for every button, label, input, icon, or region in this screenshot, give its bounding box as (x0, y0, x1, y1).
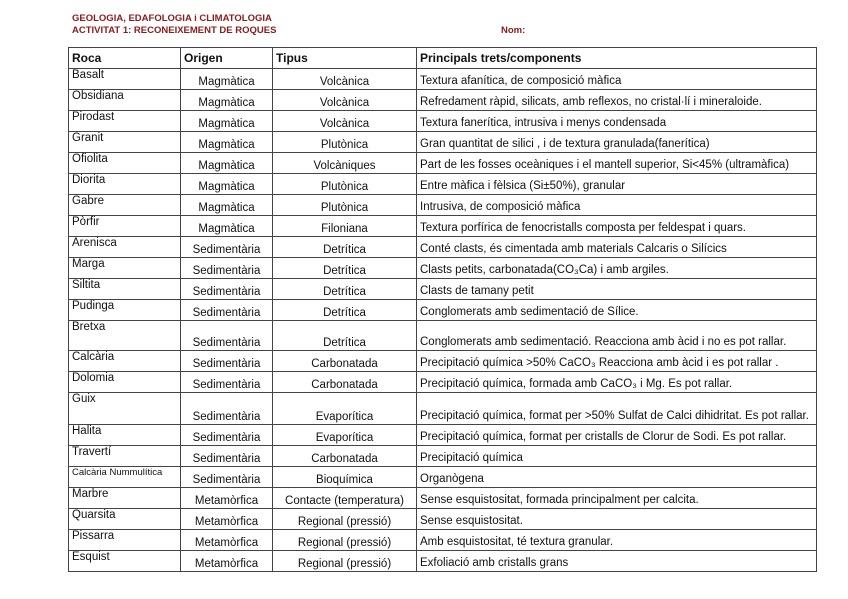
table-row (69, 551, 817, 572)
cell-tipus: Volcànica (273, 111, 417, 132)
column-header-trets: Principals trets/components (417, 48, 817, 69)
cell-roca: Obsidiana (69, 90, 181, 111)
subject-title: GEOLOGIA, EDAFOLOGIA i CLIMATOLOGIA (72, 13, 272, 24)
cell-origen: Metamòrfica (181, 488, 273, 509)
cell-tipus: Carbonatada (273, 372, 417, 393)
cell-roca: Ofiolita (69, 153, 181, 174)
cell-trets: Refredament ràpid, silicats, amb reflexos, no cristal·lí i mineraloide. (417, 90, 817, 111)
document-header (72, 13, 276, 37)
table-row (69, 111, 817, 132)
cell-trets: Clasts de tamany petit (417, 279, 817, 300)
cell-tipus: Plutònica (273, 195, 417, 216)
column-header-roca: Roca (69, 48, 181, 69)
cell-origen: Sedimentària (181, 351, 273, 372)
cell-tipus: Filoniana (273, 216, 417, 237)
table-row (69, 300, 817, 321)
table-header-row (69, 48, 817, 69)
cell-trets: Organògena (417, 467, 817, 488)
cell-trets: Clasts petits, carbonatada(CO₃Ca) i amb argiles. (417, 258, 817, 279)
table-row (69, 530, 817, 551)
cell-origen: Magmàtica (181, 90, 273, 111)
table-row (69, 509, 817, 530)
cell-origen: Sedimentària (181, 372, 273, 393)
rocks-table (68, 47, 817, 572)
cell-tipus: Detrítica (273, 237, 417, 258)
cell-trets: Precipitació química, formada amb CaCO₃ i Mg. Es pot rallar. (417, 372, 817, 393)
cell-roca: Halita (69, 425, 181, 446)
cell-origen: Magmàtica (181, 132, 273, 153)
cell-tipus: Detrítica (273, 321, 417, 351)
cell-origen: Metamòrfica (181, 509, 273, 530)
cell-roca: Pòrfir (69, 216, 181, 237)
table-row (69, 321, 817, 351)
cell-origen: Magmàtica (181, 153, 273, 174)
table-row (69, 90, 817, 111)
cell-roca: Pudinga (69, 300, 181, 321)
cell-trets: Conglomerats amb sedimentació. Reacciona amb àcid i no es pot rallar. (417, 321, 817, 351)
cell-tipus: Detrítica (273, 300, 417, 321)
cell-roca: Arenisca (69, 237, 181, 258)
column-header-origen: Origen (181, 48, 273, 69)
table-row (69, 216, 817, 237)
cell-tipus: Detrítica (273, 258, 417, 279)
cell-trets: Textura porfírica de fenocristalls composta per feldespat i quars. (417, 216, 817, 237)
cell-tipus: Volcànica (273, 69, 417, 90)
cell-tipus: Evaporítica (273, 393, 417, 425)
table-row (69, 195, 817, 216)
cell-origen: Magmàtica (181, 195, 273, 216)
table-row (69, 467, 817, 488)
cell-tipus: Volcàniques (273, 153, 417, 174)
cell-trets: Precipitació química, format per >50% Sulfat de Calci dihidritat. Es pot rallar. (417, 393, 817, 425)
cell-origen: Sedimentària (181, 393, 273, 425)
cell-trets: Conté clasts, és cimentada amb materials Calcaris o Silícics (417, 237, 817, 258)
cell-origen: Sedimentària (181, 258, 273, 279)
table-row (69, 132, 817, 153)
table-row (69, 237, 817, 258)
cell-tipus: Carbonatada (273, 446, 417, 467)
cell-origen: Magmàtica (181, 69, 273, 90)
cell-trets: Precipitació química, format per cristalls de Clorur de Sodi. Es pot rallar. (417, 425, 817, 446)
cell-origen: Sedimentària (181, 300, 273, 321)
cell-tipus: Evaporítica (273, 425, 417, 446)
cell-trets: Entre màfica i fèlsica (Si±50%), granular (417, 174, 817, 195)
cell-roca: Pissarra (69, 530, 181, 551)
cell-trets: Conglomerats amb sedimentació de Sílice. (417, 300, 817, 321)
cell-trets: Gran quantitat de silici , i de textura granulada(fanerítica) (417, 132, 817, 153)
cell-roca: Siltita (69, 279, 181, 300)
cell-tipus: Bioquímica (273, 467, 417, 488)
cell-tipus: Carbonatada (273, 351, 417, 372)
table-row (69, 351, 817, 372)
cell-trets: Exfoliació amb cristalls grans (417, 551, 817, 572)
cell-origen: Sedimentària (181, 279, 273, 300)
cell-trets: Amb esquistositat, té textura granular. (417, 530, 817, 551)
table-row (69, 174, 817, 195)
cell-roca: Granit (69, 132, 181, 153)
cell-roca: Gabre (69, 195, 181, 216)
cell-roca: Marbre (69, 488, 181, 509)
activity-title: ACTIVITAT 1: RECONEIXEMENT DE ROQUES (72, 25, 277, 36)
name-label: Nom: (501, 25, 526, 36)
cell-roca: Marga (69, 258, 181, 279)
table-row (69, 393, 817, 425)
cell-roca: Travertí (69, 446, 181, 467)
cell-trets: Precipitació química >50% CaCO₃ Reacciona amb àcid i es pot rallar . (417, 351, 817, 372)
cell-roca: Quarsita (69, 509, 181, 530)
cell-roca: Basalt (69, 69, 181, 90)
cell-tipus: Contacte (temperatura) (273, 488, 417, 509)
cell-origen: Sedimentària (181, 467, 273, 488)
cell-trets: Sense esquistositat. (417, 509, 817, 530)
table-row (69, 488, 817, 509)
cell-origen: Magmàtica (181, 111, 273, 132)
table-row (69, 258, 817, 279)
cell-roca: Pirodast (69, 111, 181, 132)
cell-origen: Metamòrfica (181, 551, 273, 572)
cell-roca: Guix (69, 393, 181, 425)
cell-trets: Intrusiva, de composició màfica (417, 195, 817, 216)
cell-origen: Magmàtica (181, 216, 273, 237)
cell-roca: Calcària (69, 351, 181, 372)
cell-tipus: Detrítica (273, 279, 417, 300)
cell-origen: Sedimentària (181, 425, 273, 446)
cell-roca: Bretxa (69, 321, 181, 351)
cell-trets: Sense esquistositat, formada principalment per calcita. (417, 488, 817, 509)
table-row (69, 279, 817, 300)
cell-tipus: Plutònica (273, 132, 417, 153)
cell-tipus: Plutònica (273, 174, 417, 195)
cell-roca: Diorita (69, 174, 181, 195)
cell-trets: Part de les fosses oceàniques i el mantell superior, Si<45% (ultramàfica) (417, 153, 817, 174)
cell-origen: Metamòrfica (181, 530, 273, 551)
cell-trets: Textura fanerítica, intrusiva i menys condensada (417, 111, 817, 132)
column-header-tipus: Tipus (273, 48, 417, 69)
cell-roca: Calcària Nummulítica (69, 467, 181, 488)
cell-origen: Sedimentària (181, 321, 273, 351)
cell-tipus: Volcànica (273, 90, 417, 111)
table-row (69, 153, 817, 174)
cell-roca: Dolomia (69, 372, 181, 393)
cell-tipus: Regional (pressió) (273, 551, 417, 572)
table-body (69, 69, 817, 572)
table-row (69, 425, 817, 446)
cell-trets: Precipitació química (417, 446, 817, 467)
table-row (69, 446, 817, 467)
cell-origen: Sedimentària (181, 237, 273, 258)
cell-origen: Magmàtica (181, 174, 273, 195)
table-row (69, 372, 817, 393)
cell-origen: Sedimentària (181, 446, 273, 467)
cell-tipus: Regional (pressió) (273, 530, 417, 551)
cell-tipus: Regional (pressió) (273, 509, 417, 530)
table-row (69, 69, 817, 90)
cell-trets: Textura afanítica, de composició màfica (417, 69, 817, 90)
cell-roca: Esquist (69, 551, 181, 572)
